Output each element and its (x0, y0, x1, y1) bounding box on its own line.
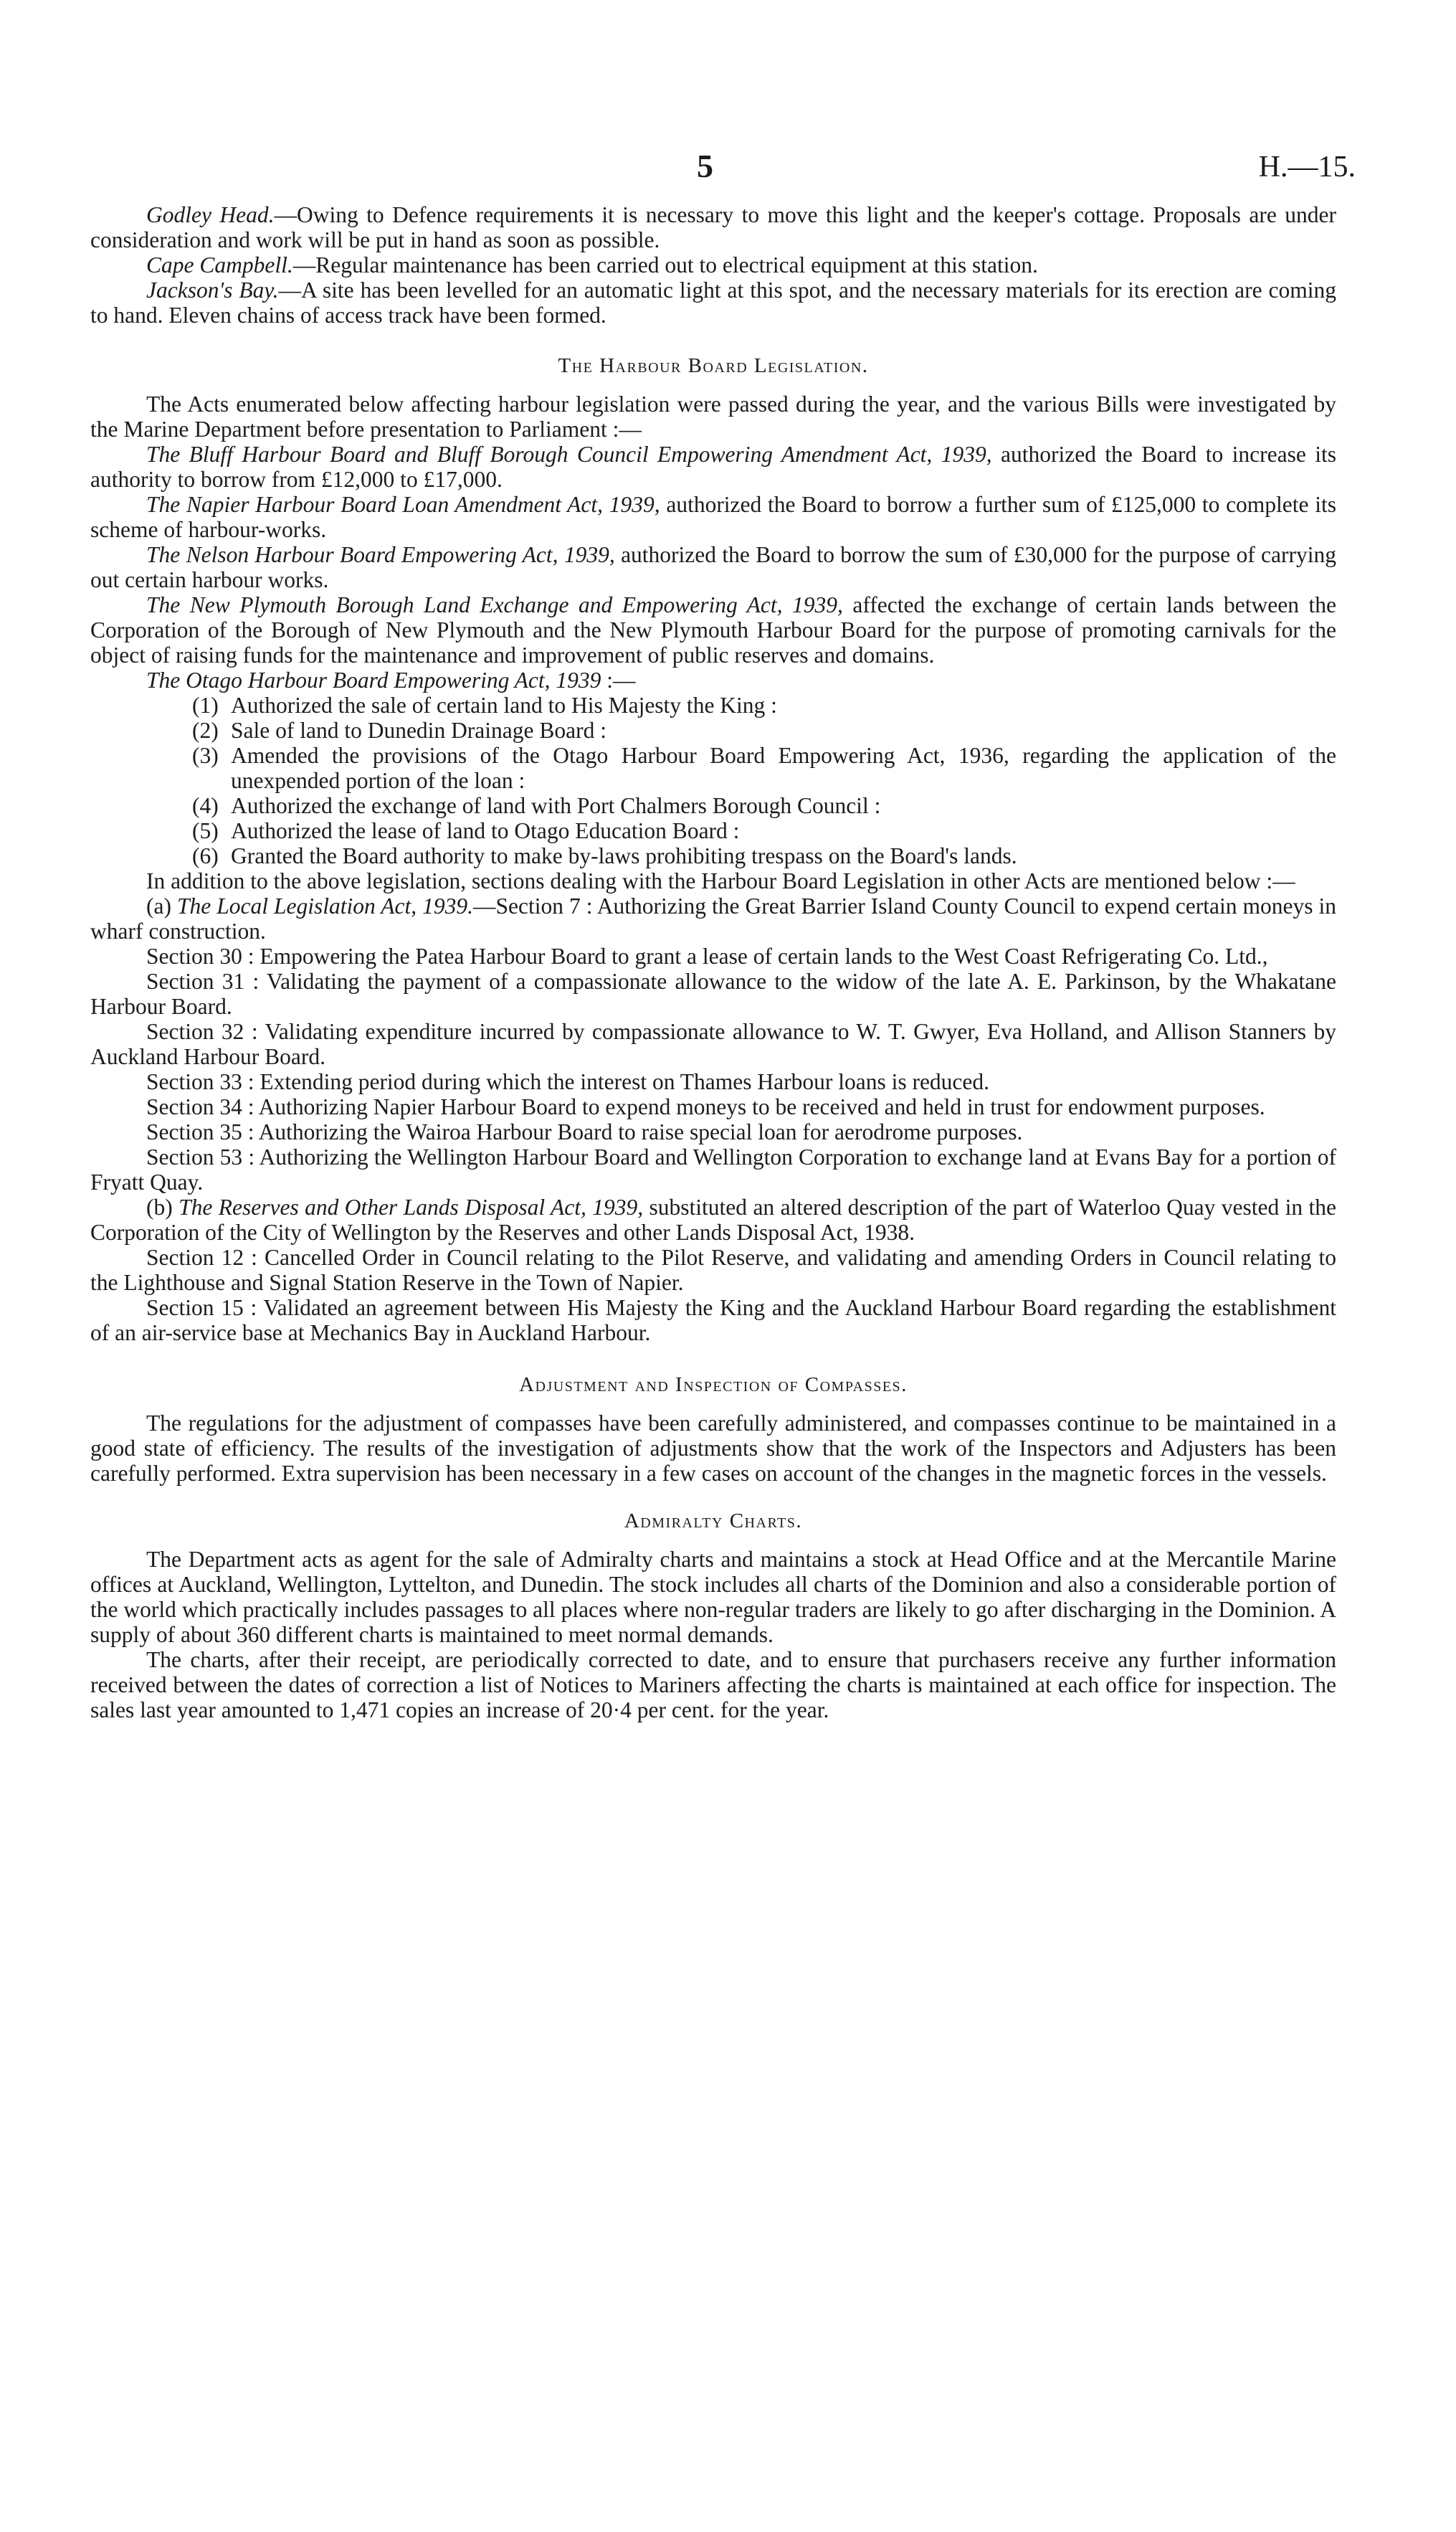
jacksons-bay-title: Jackson's Bay. (146, 278, 279, 303)
charts-paragraph-1: The Department acts as agent for the sale of Admiralty charts and maintains a stock at Head Office and at the Mercantile Marine offices at Auckland, Wellington, Lyttelton, and Dunedin. The stock includes all charts of the Dominion and also a considerable portion of the world which practically includes passages to all places where non-regular traders are likely to go after discharging in the Dominion. A supply of about 360 different charts is maintained to meet normal demands. (90, 1547, 1336, 1647)
local-legislation-text: —Section 7 : Authorizing the Great Barrier Island County Council to expend certain moneys in wharf construction. (90, 893, 1336, 944)
otago-act-paragraph (90, 668, 1336, 693)
otago-act-suffix: :— (601, 668, 636, 693)
list-item-text: Authorized the exchange of land with Port Chalmers Borough Council : (231, 793, 881, 818)
list-item (90, 743, 1336, 793)
list-item (90, 843, 1336, 868)
list-item-text: Amended the provisions of the Otago Harbour Board Empowering Act, 1936, regarding the application of the unexpended portion of the loan : (231, 743, 1336, 793)
otago-items-list (90, 693, 1336, 868)
section-paragraph: Section 32 : Validating expenditure incurred by compassionate allowance to W. T. Gwyer, Eva Holland, and Allison Stanners by Auckland Harbour Board. (90, 1019, 1336, 1069)
reserves-act-title: The Reserves and Other Lands Disposal Act, 1939, (179, 1195, 644, 1220)
section-paragraph: Section 53 : Authorizing the Wellington Harbour Board and Wellington Corporation to exchange land at Evans Bay for a portion of Fryatt Quay. (90, 1144, 1336, 1195)
jacksons-bay-paragraph (90, 278, 1336, 328)
reserves-act-label: (b) (146, 1195, 179, 1220)
list-item (90, 718, 1336, 743)
addition-paragraph: In addition to the above legislation, sections dealing with the Harbour Board Legislation in other Acts are mentioned below :— (146, 868, 1295, 893)
local-legislation-label: (a) (146, 893, 177, 919)
section-paragraph: Section 30 : Empowering the Patea Harbour Board to grant a lease of certain lands to the West Coast Refrigerating Co. Ltd., (146, 944, 1268, 969)
document-body (90, 202, 1336, 1722)
list-item-number: (4) (192, 793, 219, 818)
section-paragraph: Section 34 : Authorizing Napier Harbour Board to expend moneys to be received and held in trust for endowment purposes. (146, 1094, 1265, 1119)
local-legislation-paragraph (90, 893, 1336, 944)
section-paragraph: Section 12 : Cancelled Order in Council relating to the Pilot Reserve, and validating and amending Orders in Council relating to the Lighthouse and Signal Station Reserve in the Town of Napier. (90, 1245, 1336, 1295)
page-header (0, 147, 1456, 190)
list-item-number: (1) (192, 693, 219, 718)
godley-head-paragraph (90, 202, 1336, 252)
list-item (90, 818, 1336, 843)
admiralty-charts-heading: Admiralty Charts. (624, 1509, 803, 1532)
bluff-act-paragraph (90, 442, 1336, 492)
nelson-act-text: authorized the Board to borrow the sum of £30,000 for the purpose of carrying out certain harbour works. (90, 542, 1336, 592)
godley-head-text: —Owing to Defence requirements it is necessary to move this light and the keeper's cottage. Proposals are under consideration and work will be put in hand as soon as possible. (90, 202, 1336, 252)
section-paragraph: Section 35 : Authorizing the Wairoa Harbour Board to raise special loan for aerodrome purposes. (146, 1119, 1023, 1144)
nelson-act-title: The Nelson Harbour Board Empowering Act, 1939, (146, 542, 615, 567)
document-reference: H.—15. (1258, 151, 1356, 184)
napier-act-text: authorized the Board to borrow a further sum of £125,000 to complete its scheme of harbour-works. (90, 492, 1336, 542)
list-item-number: (5) (192, 818, 219, 843)
bluff-act-title: The Bluff Harbour Board and Bluff Borough Council Empowering Amendment Act, 1939, (146, 442, 992, 467)
otago-act-title: The Otago Harbour Board Empowering Act, 1939 (146, 668, 601, 693)
reserves-act-text: substituted an altered description of the part of Waterloo Quay vested in the Corporation of the City of Wellington by the Reserves and other Lands Disposal Act, 1938. (90, 1195, 1337, 1245)
harbour-intro-paragraph: The Acts enumerated below affecting harbour legislation were passed during the year, and the various Bills were investigated by the Marine Department before presentation to Parliament :— (90, 392, 1336, 442)
jacksons-bay-text: —A site has been levelled for an automatic light at this spot, and the necessary materials for its erection are coming to hand. Eleven chains of access track have been formed. (90, 278, 1336, 328)
new-plymouth-act-paragraph (90, 592, 1336, 668)
new-plymouth-act-text: affected the exchange of certain lands between the Corporation of the Borough of New Plymouth and the New Plymouth Harbour Board for the purpose of promoting carnivals for the object of raising funds for the maintenance and improvement of public reserves and domains. (90, 592, 1336, 668)
reserves-act-paragraph (90, 1195, 1336, 1245)
napier-act-title: The Napier Harbour Board Loan Amendment Act, 1939, (146, 492, 660, 517)
list-item-text: Authorized the sale of certain land to His Majesty the King : (231, 693, 777, 718)
harbour-legislation-heading: The Harbour Board Legislation. (558, 354, 869, 377)
list-item-number: (3) (192, 743, 219, 768)
nelson-act-paragraph (90, 542, 1336, 592)
list-item-text: Granted the Board authority to make by-laws prohibiting trespass on the Board's lands. (231, 843, 1017, 868)
new-plymouth-act-title: The New Plymouth Borough Land Exchange and Empowering Act, 1939, (146, 592, 843, 617)
section-paragraph: Section 31 : Validating the payment of a compassionate allowance to the widow of the late A. E. Parkinson, by the Whakatane Harbour Board. (90, 969, 1336, 1019)
list-item-text: Authorized the lease of land to Otago Education Board : (231, 818, 740, 843)
section-paragraph: Section 33 : Extending period during which the interest on Thames Harbour loans is reduced. (146, 1069, 990, 1094)
local-legislation-title: The Local Legislation Act, 1939. (176, 893, 473, 919)
section-paragraph: Section 15 : Validated an agreement between His Majesty the King and the Auckland Harbour Board regarding the establishment of an air-service base at Mechanics Bay in Auckland Harbour. (90, 1295, 1336, 1345)
napier-act-paragraph (90, 492, 1336, 542)
cape-campbell-title: Cape Campbell. (146, 252, 293, 278)
list-item (90, 693, 1336, 718)
charts-paragraph-2: The charts, after their receipt, are periodically corrected to date, and to ensure that purchasers receive any further information received between the dates of correction a list of Notices to Mariners affecting the charts is maintained at each office for inspection. The sales last year amounted to 1,471 copies an increase of 20·4 per cent. for the year. (90, 1647, 1336, 1722)
list-item-number: (2) (192, 718, 219, 743)
cape-campbell-paragraph (90, 252, 1336, 278)
cape-campbell-text: —Regular maintenance has been carried out to electrical equipment at this station. (292, 252, 1038, 278)
list-item (90, 793, 1336, 818)
compasses-heading: Adjustment and Inspection of Compasses. (519, 1373, 908, 1396)
list-item-number: (6) (192, 843, 219, 868)
bluff-act-text: authorized the Board to increase its authority to borrow from £12,000 to £17,000. (90, 442, 1336, 492)
godley-head-title: Godley Head. (146, 202, 275, 227)
compasses-paragraph: The regulations for the adjustment of compasses have been carefully administered, and compasses continue to be maintained in a good state of efficiency. The results of the investigation of adjustments show that the work of the Inspectors and Adjusters has been carefully performed. Extra supervision has been necessary in a few cases on account of the changes in the magnetic forces in the vessels. (90, 1410, 1336, 1486)
page-number: 5 (697, 148, 713, 184)
list-item-text: Sale of land to Dunedin Drainage Board : (231, 718, 606, 743)
